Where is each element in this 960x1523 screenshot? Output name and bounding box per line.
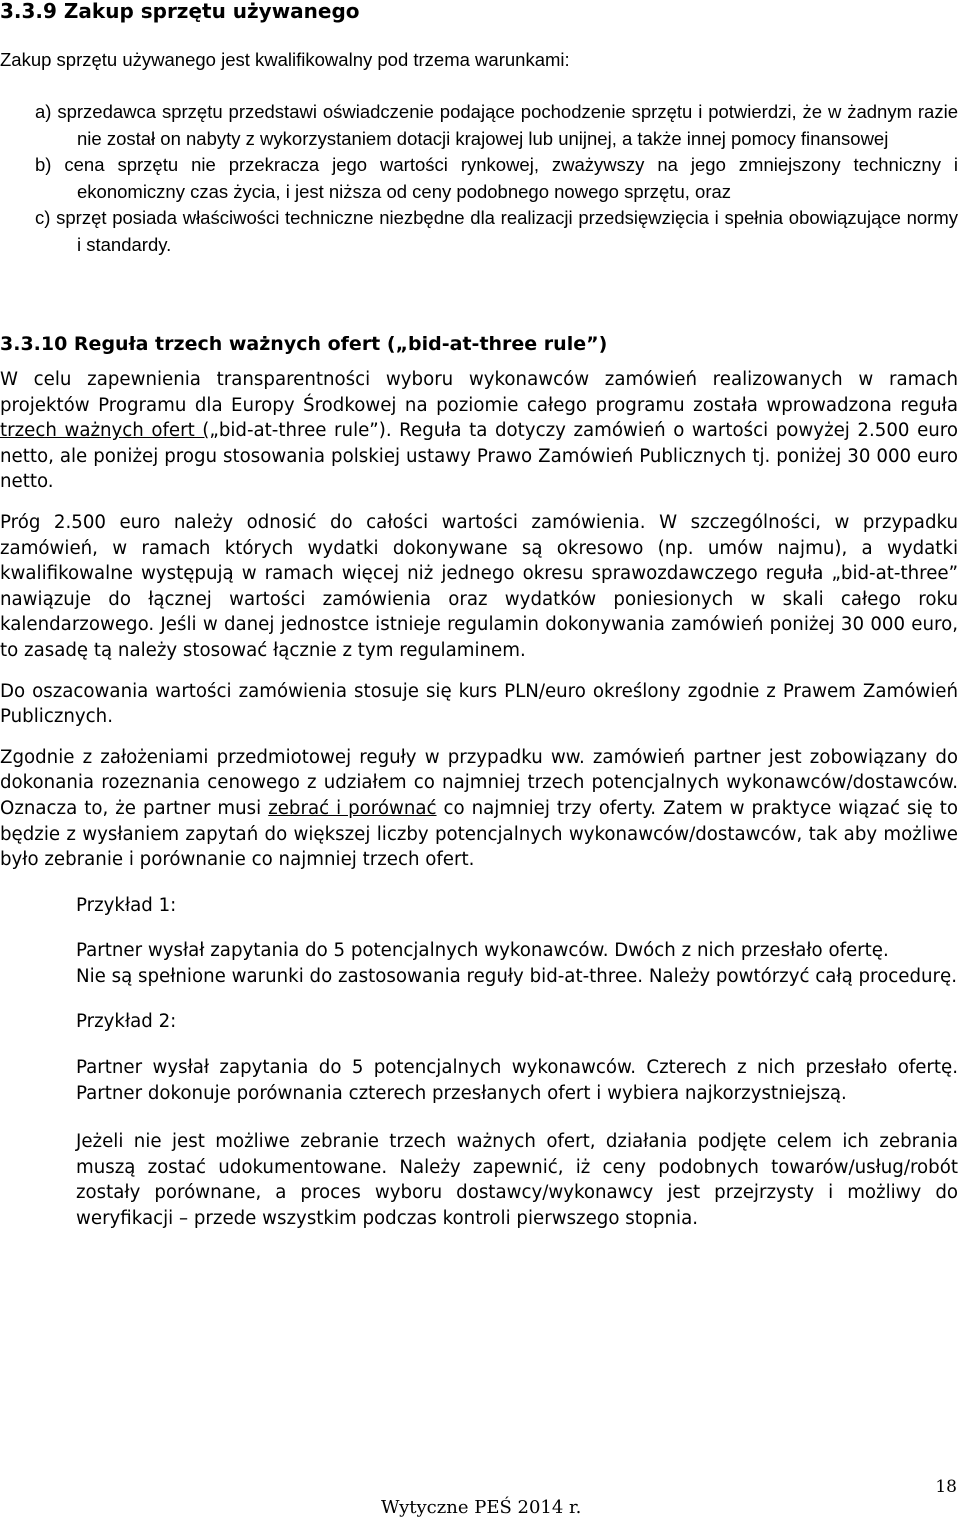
closing-paragraph: Jeżeli nie jest możliwe zebranie trzech ważnych ofert, działania podjęte celem ich zebrania muszą zostać udokumentowane. Należy zapewnić, iż ceny podobnych towarów/usług/robót zostały porównane, a proces wyboru dostawcy/wykonawcy jest przejrzysty i możliwy do weryfikacji – przede wszystkim podczas kontroli pierwszego stopnia. bbox=[76, 1131, 958, 1230]
list-item: b) cena sprzętu nie przekracza jego wartości rynkowej, zważywszy na jego zmniejszony techniczny i ekonomiczny czas życia, i jest niższa od ceny podobnego nowego sprzętu, oraz bbox=[35, 154, 958, 202]
conditions-list bbox=[0, 99, 958, 258]
paragraph-rule-intro bbox=[0, 367, 958, 495]
paragraph-threshold: Próg 2.500 euro należy odnosić do całości wartości zamówienia. W szczególności, w przypadku zamówień, w ramach których wydatki dokonywane są okresowo (np. umów najmu), a wydatki kwalifikowalne występują w ramach więcej niż jednego okresu sprawozdawczego reguła „bid-at-three” nawiązuje do łącznej wartości zamówienia oraz wydatków poniesionych w skali całego roku kalendarzowego. Jeśli w danej jednostce istnieje regulamin dokonywania zamówień poniżej 30 000 euro, to zasadę tą należy stosować łącznie z tym regulaminem. bbox=[0, 511, 958, 661]
underlined-text: trzech ważnych ofert ( bbox=[0, 420, 210, 442]
paragraph-exchange-rate: Do oszacowania wartości zamówienia stosuje się kurs PLN/euro określony zgodnie z Prawem Zamówień Publicznych. bbox=[0, 680, 958, 728]
section-title: 3.3.9 Zakup sprzętu używanego bbox=[0, 0, 360, 23]
footer-document-title: Wytyczne PEŚ 2014 r. bbox=[381, 1497, 582, 1518]
example-1-title: Przykład 1: bbox=[76, 894, 177, 916]
example-2-text: Partner wysłał zapytania do 5 potencjalnych wykonawców. Czterech z nich przesłało ofertę. Partner dokonuje porównania czterech przesłanych ofert i wybiera najkorzystniejszą. bbox=[76, 1057, 958, 1104]
text-span: W celu zapewnienia transparentności wyboru wykonawców zamówień realizowanych w ramach projektów Programu dla Europy Środkowej na poziomie całego programu została wprowadzona reguła bbox=[0, 369, 958, 416]
paragraph-requirements bbox=[0, 745, 958, 873]
section-heading: 3.3.10 Reguła trzech ważnych ofert („bid-at-three rule”) bbox=[0, 333, 608, 355]
list-item: c) sprzęt posiada właściwości techniczne niezbędne dla realizacji przedsięwzięcia i spełnia obowiązujące normy i standardy. bbox=[35, 207, 958, 255]
page-number: 18 bbox=[935, 1477, 957, 1497]
section-body bbox=[0, 367, 958, 1232]
underlined-text: zebrać i porównać bbox=[268, 797, 437, 819]
example-2-title: Przykład 2: bbox=[76, 1011, 177, 1033]
intro-text: Zakup sprzętu używanego jest kwalifikowalny pod trzema warunkami: bbox=[0, 49, 570, 70]
text-span: Zgodnie z założeniami przedmiotowej reguły w przypadku ww. zamówień partner jest zobowiązany do dokonania rozeznania cenowego z udziałem co najmniej trzech potencjalnych wykonawców/dostawców. Oznacza to, że partner musi bbox=[0, 746, 958, 819]
example-1-text: Nie są spełnione warunki do zastosowania reguły bid-at-three. Należy powtórzyć całą procedurę. bbox=[76, 965, 957, 987]
text-span: „bid-at-three rule”). Reguła ta dotyczy zamówień o wartości powyżej 2.500 euro netto, ale poniżej progu stosowania polskiej ustawy Prawo Zamówień Publicznych tj. poniżej 30 000 euro netto. bbox=[0, 420, 958, 493]
example-1-text: Partner wysłał zapytania do 5 potencjalnych wykonawców. Dwóch z nich przesłało ofertę. bbox=[76, 940, 889, 962]
text-span: co najmniej trzy oferty. Zatem w praktyce wiązać się to będzie z wysłaniem zapytań do większej liczby potencjalnych wykonawców/dostawców, tak aby możliwe było zebranie i porównanie co najmniej trzech ofert. bbox=[0, 797, 958, 871]
list-item: a) sprzedawca sprzętu przedstawi oświadczenie podające pochodzenie sprzętu i potwierdzi, że w żadnym razie nie został on nabyty z wykorzystaniem dotacji krajowej lub unijnej, a także innej pomocy finansowej bbox=[35, 101, 958, 149]
